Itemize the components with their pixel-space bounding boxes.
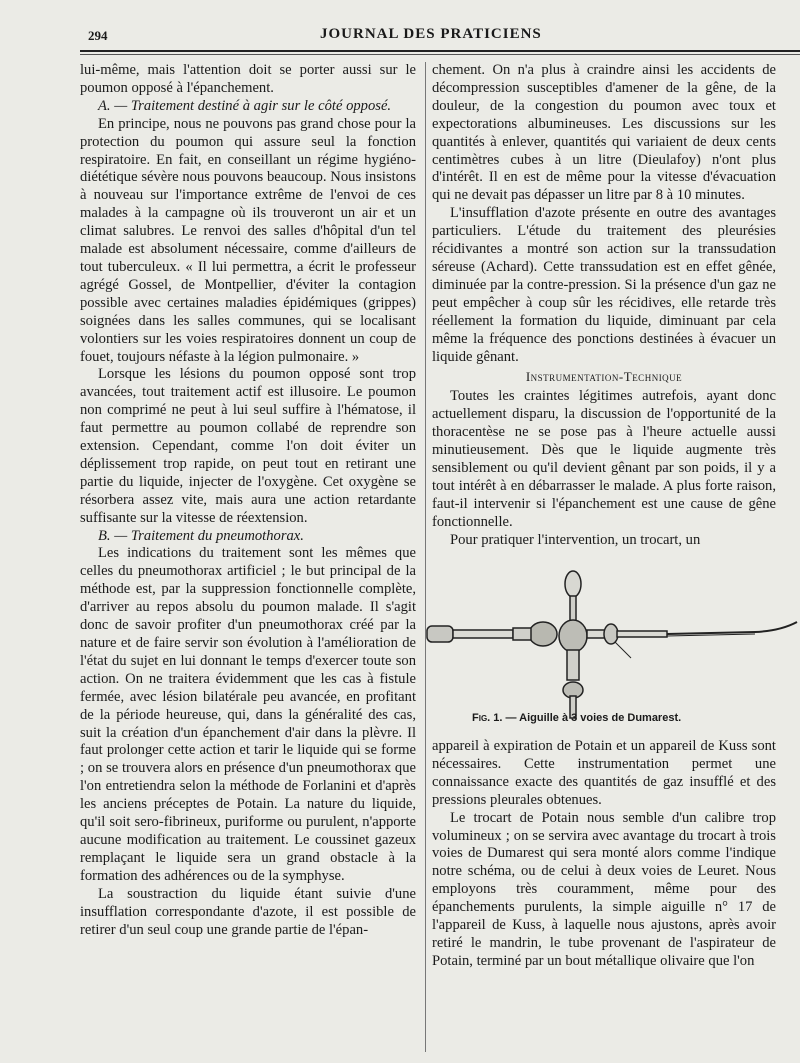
page-number: 294 bbox=[88, 28, 108, 43]
paragraph: chement. On n'a plus à craindre ainsi les accidents de décompression susceptibles d'amener de la gêne, de la douleur, de la congestion du poumon avec toux et expectorations albumineuses. Les discussions sur les quantités à enlever, quantités qui variaient de deux cents centimètres cubes à un litre (Dieulafoy) n'ont plus d'intérêt. Il en est de même pour la vitesse d'évacuation qui ne devait pas dépasser un litre par 8 à 10 minutes. bbox=[432, 62, 776, 204]
paragraph: Les indications du traitement sont les mêmes que celles du pneumothorax artificiel ; le but principal de la méthode est, par la suppression fonctionnelle complète, d'arriver au repos absolu du poumon malade. Il s'agit donc de savoir profiter d'un pneumothorax créé par la nature et de faire servir son évolution à l'amélioration de l'état du sujet en lui donnant le temps d'exercer toute son action. On ne traitera évidemment que les cas à fistule fermée, avec lésion bilatérale peu avancée, en profitant de la période heureuse, qui, dans la généralité des cas, suit la création d'un épanchement d'air dans la plèvre. Il faut prolonger cette action et tarir le liquide qui se forme ; on se trouvera alors en présence d'un pneumothorax que l'on entretiendra selon la méthode de Forlanini et d'après les anciens préceptes de Potain. La nature du liquide, qu'il soit sero-fibrineux, puriforme ou purulent, n'apporte aucune modification au traitement. Le coussinet gazeux remplaçant le liquide sera un grand obstacle à la formation des adhérences ou de la symphyse. bbox=[80, 545, 416, 884]
figure-label: Fig. 1. bbox=[472, 712, 503, 724]
paragraph: En principe, nous ne pouvons pas grand chose pour la protection du poumon qui assure seul la fonction respiratoire. En fait, en conseillant un régime hygiéno-diététique sévère nous pouvons beaucoup. Nous insistons à nouveau sur l'importance extrême de l'envoi de ces malades à la campagne où ils trouveront un air et un climat salubres. Le renvoi des salles d'hôpital d'un tel malade est absolument nécessaire, comme d'ailleurs de tout tuberculeux. « Il lui permettra, a écrit le professeur agrégé Gossel, de Montpellier, d'éviter la contagion possible avec certaines maladies épidémiques (grippes) soignées dans les salles communes, qui se localisant volontiers sur les voies respiratoires donnent un coup de fouet, toujours néfaste à la légion pulmonaire. » bbox=[80, 115, 416, 365]
figure-caption-text: — Aiguille à 3 voies de Dumarest. bbox=[505, 712, 682, 724]
right-column-bottom bbox=[432, 738, 776, 971]
subheading-b: B. — Traitement du pneumothorax. bbox=[98, 527, 304, 544]
header-rule-thin bbox=[80, 54, 800, 55]
needle-illustration bbox=[425, 562, 800, 732]
right-column-top bbox=[432, 62, 776, 549]
section-title: Instrumentation-Technique bbox=[525, 369, 683, 385]
paragraph: Toutes les craintes légitimes autrefois, ayant donc actuellement disparu, la discussion de l'opportunité de la thoracentèse ne se pose pas à l'heure actuelle aussi minutieusement. Dès que le liquide augmente très sensiblement ou qu'il devient gênant par son poids, il y a tout intérêt à en débarrasser le malade. A plus forte raison, faut-il intervenir si l'épanchement est une cause de gêne fonctionnelle. bbox=[432, 388, 776, 530]
running-header bbox=[80, 24, 800, 48]
paragraph: appareil à expiration de Potain et un appareil de Kuss sont nécessaires. Cette instrumentation permet une connaissance exacte des quantités de gaz insufflé et des pressions pleurales obtenues. bbox=[432, 738, 776, 808]
paragraph: Le trocart de Potain nous semble d'un calibre trop volumineux ; on se servira avec avantage du trocart à trois voies de Dumarest qui sera monté alors comme l'indique notre schéma, ou de celui à deux voies de Leuret. Nous employons très couramment, même pour des épanchements purulents, la simple aiguille n° 17 de l'appareil de Kuss, à laquelle nous ajustons, après avoir retiré le mandrin, le tube provenant de l'aspirateur de Potain, terminé par un bout métallique olivaire que l'on bbox=[432, 809, 776, 969]
left-column bbox=[80, 62, 416, 939]
paragraph: Lorsque les lésions du poumon opposé sont trop avancées, tout traitement actif est illusoire. Le poumon non comprimé ne peut à lui seul suffire à l'hématose, il faut permettre au poumon collabé de reprendre son extension. Cependant, comme l'on doit éviter un déplissement trop rapide, on peut tout en retirant une partie du liquide, injecter de l'oxygène. Cet oxygène se résorbera assez vite, mais aura une action retardante suffisante sur la vitesse de réextension. bbox=[80, 366, 416, 526]
subheading-a: A. — Traitement destiné à agir sur le côté opposé. bbox=[98, 97, 392, 114]
header-rule bbox=[80, 50, 800, 52]
column-divider bbox=[425, 62, 426, 1052]
paragraph: lui-même, mais l'attention doit se porter aussi sur le poumon opposé à l'épanchement. bbox=[80, 62, 416, 96]
journal-title: JOURNAL DES PRATICIENS bbox=[320, 26, 542, 42]
paragraph: Pour pratiquer l'intervention, un trocart, un bbox=[450, 531, 701, 548]
figure-caption bbox=[472, 712, 772, 724]
paragraph: La soustraction du liquide étant suivie d'une insufflation correspondante d'azote, il est possible de retirer d'un seul coup une grande partie de l'épan- bbox=[80, 885, 416, 938]
paragraph: L'insufflation d'azote présente en outre des avantages particuliers. L'étude du traitement des pleurésies récidivantes a montré son action sur la transsudation séreuse (Achard). Cette transsudation est en effet gênée, diminuée par la contre-pression. Si la présence d'un gaz ne peut empêcher à coup sûr les récidives, elle retarde très réellement la formation du liquide, diminuant par cela même la fréquence des ponctions destinées à évacuer un liquide gênant. bbox=[432, 205, 776, 365]
